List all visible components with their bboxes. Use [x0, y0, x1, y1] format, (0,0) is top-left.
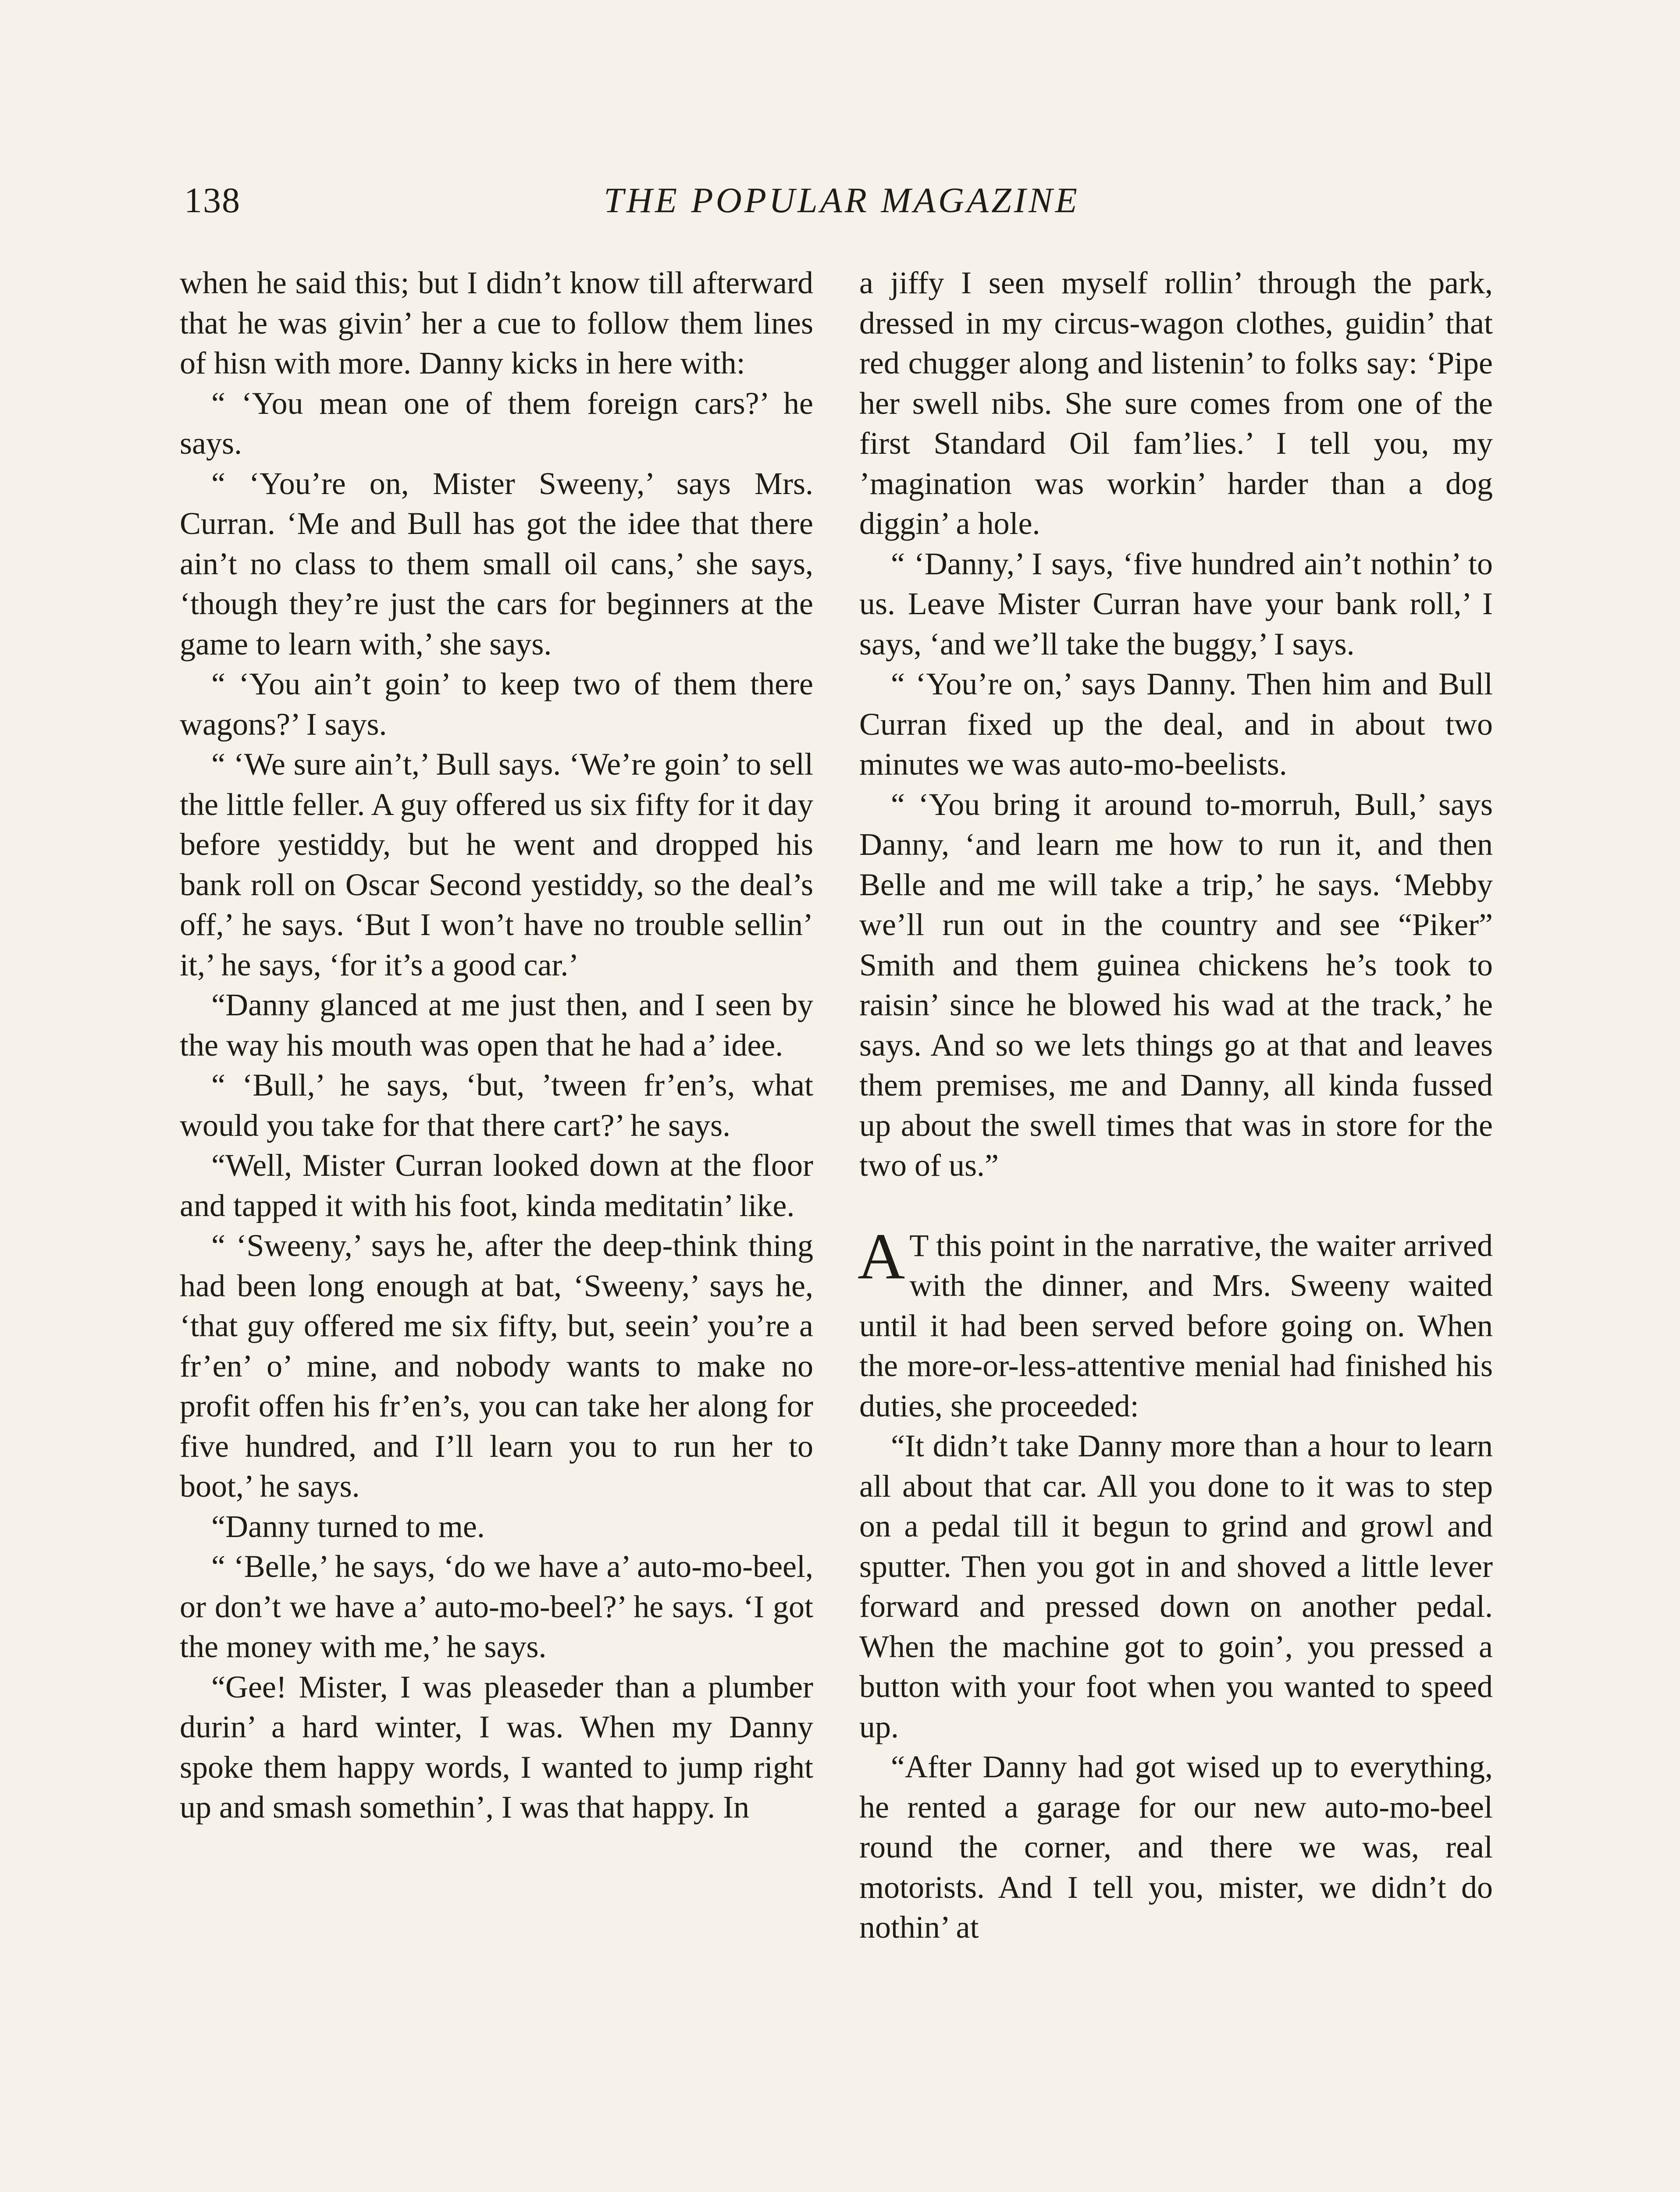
paragraph: “Danny turned to me.: [211, 1509, 485, 1544]
paragraph: “Danny glanced at me just then, and I seen by the way his mouth was open that he had a’ idee.: [180, 987, 813, 1063]
paragraph: “ ‘We sure ain’t,’ Bull says. ‘We’re goin’ to sell the little feller. A guy offered us six fifty for it day before yestiddy, but he went and dropped his bank roll on Oscar Second yestiddy, so the deal’s off,’ he says. ‘But I won’t have no trouble sellin’ it,’ he says, ‘for it’s a good car.’: [180, 747, 813, 982]
section-opening-paragraph: [858, 1220, 1493, 1427]
paragraph: “After Danny had got wised up to everything, he rented a garage for our new auto-mo-beel round the corner, and there we was, real motorists. And I tell you, mister, we didn’t do nothin’ at: [859, 1749, 1493, 1945]
page-number: 138: [184, 180, 241, 220]
paragraph: “ ‘You mean one of them foreign cars?’ he says.: [180, 385, 813, 461]
paragraph: “ ‘You bring it around to-morruh, Bull,’ says Danny, ‘and learn me how to run it, and then Belle and me will take a trip,’ he says. ‘Mebby we’ll run out in the country and see “Piker” Smith and them guinea chickens he’s took to raisin’ since he blowed his wad at the track,’ he says. And so we lets things go at that and leaves them premises, me and Danny, all kinda fussed up about the swell times that was in store for the two of us.”: [859, 786, 1493, 1183]
paragraph: “ ‘Bull,’ he says, ‘but, ’tween fr’en’s, what would you take for that there cart?’ he says.: [180, 1068, 813, 1143]
paragraph: “ ‘Sweeny,’ says he, after the deep-think thing had been long enough at bat, ‘Sweeny,’ says he, ‘that guy offered me six fifty, but, seein’ you’re a fr’en’ o’ mine, and nobody wants to make no profit offen his fr’en’s, you can take her along for five hundred, and I’ll learn you to run her to boot,’ he says.: [180, 1228, 813, 1504]
left-column: [180, 263, 813, 1828]
paragraph: “ ‘You ain’t goin’ to keep two of them there wagons?’ I says.: [180, 666, 813, 742]
paragraph: “ ‘You’re on,’ says Danny. Then him and Bull Curran fixed up the deal, and in about two minutes we was auto-mo-beelists.: [859, 666, 1493, 782]
running-head: THE POPULAR MAGAZINE: [604, 180, 1080, 220]
paragraph: “Well, Mister Curran looked down at the floor and tapped it with his foot, kinda meditatin’ like.: [180, 1148, 813, 1223]
page-header: [184, 180, 1499, 232]
paragraph: when he said this; but I didn’t know till afterward that he was givin’ her a cue to follow them lines of hisn with more. Danny kicks in here with:: [180, 265, 813, 381]
paragraph: “ ‘Belle,’ he says, ‘do we have a’ auto-mo-beel, or don’t we have a’ auto-mo-beel?’ he says. ‘I got the money with me,’ he says.: [180, 1549, 813, 1664]
paragraph: a jiffy I seen myself rollin’ through the park, dressed in my circus-wagon clothes, guidin’ that red chugger along and listenin’ to folks say: ‘Pipe her swell nibs. She sure comes from one of the first Standard Oil fam’lies.’ I tell you, my ’magination was workin’ harder than a dog diggin’ a hole.: [859, 265, 1493, 541]
paragraph: “Gee! Mister, I was pleaseder than a plumber durin’ a hard winter, I was. When my Danny spoke them happy words, I wanted to jump right up and smash somethin’, I was that happy. In: [180, 1669, 813, 1825]
paragraph: “It didn’t take Danny more than a hour to learn all about that car. All you done to it was to step on a pedal till it begun to grind and growl and sputter. Then you got in and shoved a little lever forward and pressed down on another pedal. When the machine got to goin’, you pressed a button with your foot when you wanted to speed up.: [859, 1428, 1493, 1744]
paragraph: “ ‘Danny,’ I says, ‘five hundred ain’t nothin’ to us. Leave Mister Curran have your bank roll,’ I says, ‘and we’ll take the buggy,’ I says.: [859, 546, 1493, 662]
right-column: [859, 263, 1493, 1948]
paragraph: “ ‘You’re on, Mister Sweeny,’ says Mrs. Curran. ‘Me and Bull has got the idee that there ain’t no class to them small oil cans,’ she says, ‘though they’re just the cars for beginners at the game to learn with,’ she says.: [180, 466, 813, 662]
section-opening-text: T this point in the narrative, the waiter arrived with the dinner, and Mrs. Sweeny waited until it had been served before going on. When the more-or-less-attentive menial had finished his duties, she proceeded:: [859, 1228, 1493, 1423]
drop-cap: A: [858, 1220, 905, 1293]
